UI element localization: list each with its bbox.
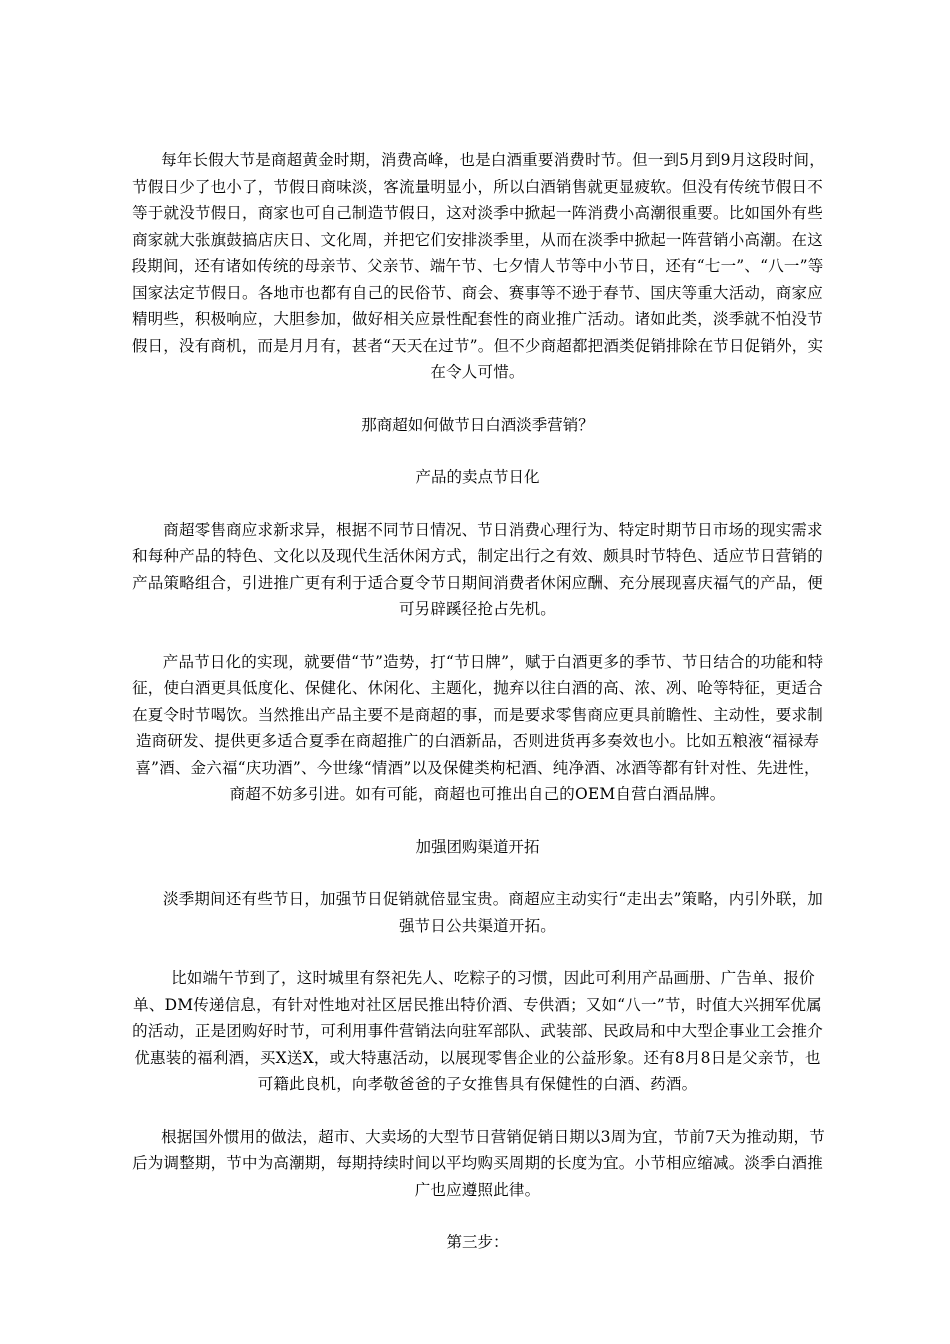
document-body [130,147,825,1256]
paragraph-product-holiday: 产品节日化的实现，就要借“节”造势，打“节日牌”，赋于白酒更多的季节、节日结合的功能和特征，使白酒更具低度化、保健化、休闲化、主题化，抛弃以往白酒的高、浓、冽、呛等特征，更适合在夏令时节喝饮。当然推出产品主要不是商超的事，而是要求零售商应更具前瞻性、主动性，要求制造商研发、提供更多适合夏季在商超推广的白酒新品，否则进货再多奏效也小。比如五粮液“福禄寿喜”酒、金六福“庆功酒”、今世缘“情酒”以及保健类枸杞酒、纯净酒、冰酒等都有针对性、先进性，商超不妨多引进。如有可能，商超也可推出自己的OEM自营白酒品牌。 [132,652,824,803]
paragraph-product-strategy: 商超零售商应求新求异，根据不同节日情况、节日消费心理行为、特定时期节日市场的现实需求和每种产品的特色、文化以及现代生活休闲方式，制定出行之有效、颇具时节特色、适应节日营销的产品策略组合，引进推广更有利于适合夏令节日期间消费者休闲应酬、充分展现喜庆福气的产品，便可另辟蹊径抢占先机。 [132,520,823,618]
section-heading-product: 产品的卖点节日化 [415,468,540,486]
paragraph-dragon-boat-example: 比如端午节到了，这时城里有祭祀先人、吃粽子的习惯，因此可利用产品画册、广告单、报价单、DM传递信息，有针对性地对社区居民推出特价酒、专供酒；又如“八一”节，时值大兴拥军优属的活动，正是团购好时节，可利用事件营销法向驻军部队、武装部、民政局和中大型企事业工会推介优惠装的福利酒，买X送X，或大特惠活动，以展现零售企业的公益形象。还有8月8日是父亲节，也可籍此良机，向孝敬爸爸的子女推售具有保健性的白酒、药酒。 [132,969,823,1093]
section-heading-group-buy: 加强团购渠道开拓 [415,837,540,856]
section-question: 那商超如何做节日白酒淡季营销？ [361,415,594,434]
paragraph-offseason-holidays: 淡季期间还有些节日，加强节日促销就倍显宝贵。商超应主动实行“走出去”策略，内引外联，加强节日公共渠道开拓。 [163,890,823,935]
paragraph-promotion-timing: 根据国外惯用的做法，超市、大卖场的大型节日营销促销日期以3周为宜，节前7天为推动期，节后为调整期，节中为高潮期，每期持续时间以平均购买周期的长度为宜。小节相应缩减。淡季白酒推广也应遵照此律。 [132,1127,825,1199]
section-heading-step-three: 第三步： [446,1233,509,1251]
paragraph-intro: 每年长假大节是商超黄金时期，消费高峰，也是白酒重要消费时节。但一到5月到9月这段时间，节假日少了也小了，节假日商味淡，客流量明显小，所以白酒销售就更显疲软。但没有传统节假日不等于就没节假日，商家也可自己制造节假日，这对淡季中掀起一阵消费小高潮很重要。比如国外有些商家就大张旗鼓搞店庆日、文化周，并把它们安排淡季里，从而在淡季中掀起一阵营销小高潮。在这段期间，还有诸如传统的母亲节、父亲节、端午节、七夕情人节等中小节日，还有“七一”、“八一”等国家法定节假日。各地市也都有自己的民俗节、商会、赛事等不逊于春节、国庆等重大活动，商家应精明些，积极响应，大胆参加，做好相关应景性配套性的商业推广活动。诸如此类，淡季就不怕没节假日，没有商机，而是月月有，甚者“天天在过节”。但不少商超都把酒类促销排除在节日促销外，实在令人可惜。 [131,151,825,381]
